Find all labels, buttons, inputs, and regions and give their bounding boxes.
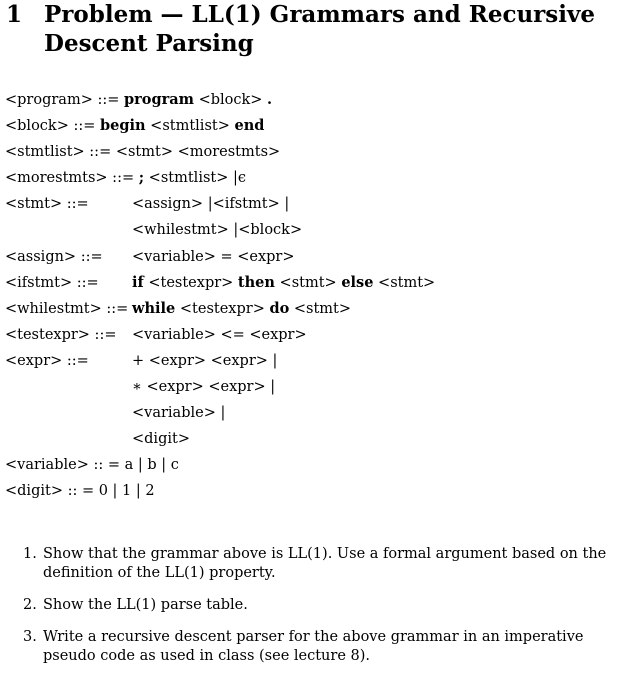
grammar-keyword: if <box>132 273 144 291</box>
grammar-rule-lhs: <stmt> ::= <box>5 196 89 213</box>
grammar-rule-row <box>5 273 630 299</box>
grammar-rule-lhs: <ifstmt> ::= <box>5 274 99 291</box>
grammar-rule <box>5 481 155 501</box>
task-item <box>23 628 630 666</box>
grammar-rule-row <box>5 351 630 377</box>
task-text: Write a recursive descent parser for the above grammar in an imperative pseudo code as used in class (see lecture 8). <box>43 629 584 664</box>
grammar-block <box>5 90 630 508</box>
grammar-text: <stmtlist> |ϵ <box>144 170 246 187</box>
grammar-keyword: while <box>132 299 176 317</box>
grammar-keyword: program <box>124 91 194 108</box>
grammar-rule-lhs: <assign> ::= <box>5 248 103 265</box>
task-number: 1. <box>23 546 37 562</box>
grammar-text: <digit> <box>132 431 190 448</box>
grammar-rule <box>5 116 264 136</box>
grammar-rule-row <box>5 455 630 481</box>
task-text: Show the LL(1) parse table. <box>43 597 248 613</box>
task-number: 3. <box>23 629 37 645</box>
grammar-text: <variable> <= <expr> <box>132 326 307 343</box>
grammar-rule-row <box>5 220 630 246</box>
grammar-rule-rhs <box>132 403 225 423</box>
grammar-rule-rhs <box>132 273 435 293</box>
grammar-text: + <expr> <expr> | <box>132 352 278 369</box>
grammar-text: <testexpr> <box>175 300 270 317</box>
grammar-rule-lhs: <expr> ::= <box>5 352 89 369</box>
grammar-text: <stmt> <box>289 300 352 317</box>
grammar-rule-rhs <box>132 377 275 397</box>
task-text: Show that the grammar above is LL(1). Use a formal argument based on the definition of the LL(1) property. <box>43 546 607 581</box>
grammar-text: <morestmts> ::= <box>5 170 139 187</box>
grammar-text: <program> ::= <box>5 92 124 108</box>
grammar-rule <box>5 455 179 475</box>
grammar-rule-row <box>5 299 630 325</box>
grammar-text: <digit> :: = 0 | 1 | 2 <box>5 483 155 500</box>
grammar-rule-row <box>5 247 630 273</box>
grammar-text: ∗ <expr> <expr> | <box>132 379 276 396</box>
grammar-rule <box>5 142 280 162</box>
grammar-rule-lhs: <whilestmt> ::= <box>5 300 129 317</box>
grammar-rule <box>5 168 246 188</box>
grammar-rule-rhs <box>132 194 289 214</box>
grammar-keyword: begin <box>100 117 146 135</box>
grammar-text: <testexpr> <box>143 274 238 291</box>
grammar-rule-rhs <box>132 429 190 449</box>
grammar-rule-row <box>5 429 630 455</box>
grammar-text: <whilestmt> |<block> <box>132 222 303 239</box>
grammar-rule-row <box>5 142 630 168</box>
grammar-text: <block> ::= <box>5 118 100 135</box>
grammar-rule-rhs <box>132 351 277 371</box>
section-number: 1 <box>6 1 23 28</box>
grammar-rule-row <box>5 481 630 507</box>
grammar-rule-rhs <box>132 220 302 240</box>
grammar-keyword: end <box>234 117 265 135</box>
grammar-text: <stmtlist> <box>145 118 235 135</box>
grammar-rule-rhs <box>132 325 307 345</box>
grammar-text: <variable> | <box>132 405 226 422</box>
task-list <box>23 545 630 679</box>
grammar-text: <stmtlist> ::= <stmt> <morestmts> <box>5 144 281 161</box>
grammar-rule-row <box>5 194 630 220</box>
grammar-rule-row <box>5 90 630 116</box>
grammar-rule-rhs <box>132 247 295 267</box>
grammar-rule-row <box>5 377 630 403</box>
grammar-rule-row <box>5 168 630 194</box>
grammar-text: <stmt> <box>274 274 342 291</box>
grammar-text: <block> <box>193 92 268 108</box>
section-title: Problem — LL(1) Grammars and Recursive Descent Parsing <box>44 1 595 57</box>
grammar-text: <variable> :: = a | b | c <box>5 457 179 474</box>
grammar-keyword: ; <box>138 169 145 187</box>
task-item <box>23 545 630 583</box>
task-item <box>23 596 630 615</box>
grammar-rule-rhs <box>132 299 351 319</box>
grammar-text: <variable> = <expr> <box>132 248 295 265</box>
grammar-text: <assign> |<ifstmt> | <box>132 196 290 213</box>
grammar-keyword: . <box>267 91 273 108</box>
grammar-rule-row <box>5 325 630 351</box>
grammar-rule <box>5 90 272 110</box>
grammar-text: <stmt> <box>373 274 436 291</box>
task-number: 2. <box>23 597 37 613</box>
grammar-keyword: then <box>237 273 275 291</box>
grammar-rule-row <box>5 403 630 429</box>
grammar-rule-lhs: <testexpr> ::= <box>5 326 117 343</box>
grammar-keyword: else <box>341 273 374 291</box>
grammar-keyword: do <box>269 299 290 317</box>
grammar-rule-row <box>5 116 630 142</box>
